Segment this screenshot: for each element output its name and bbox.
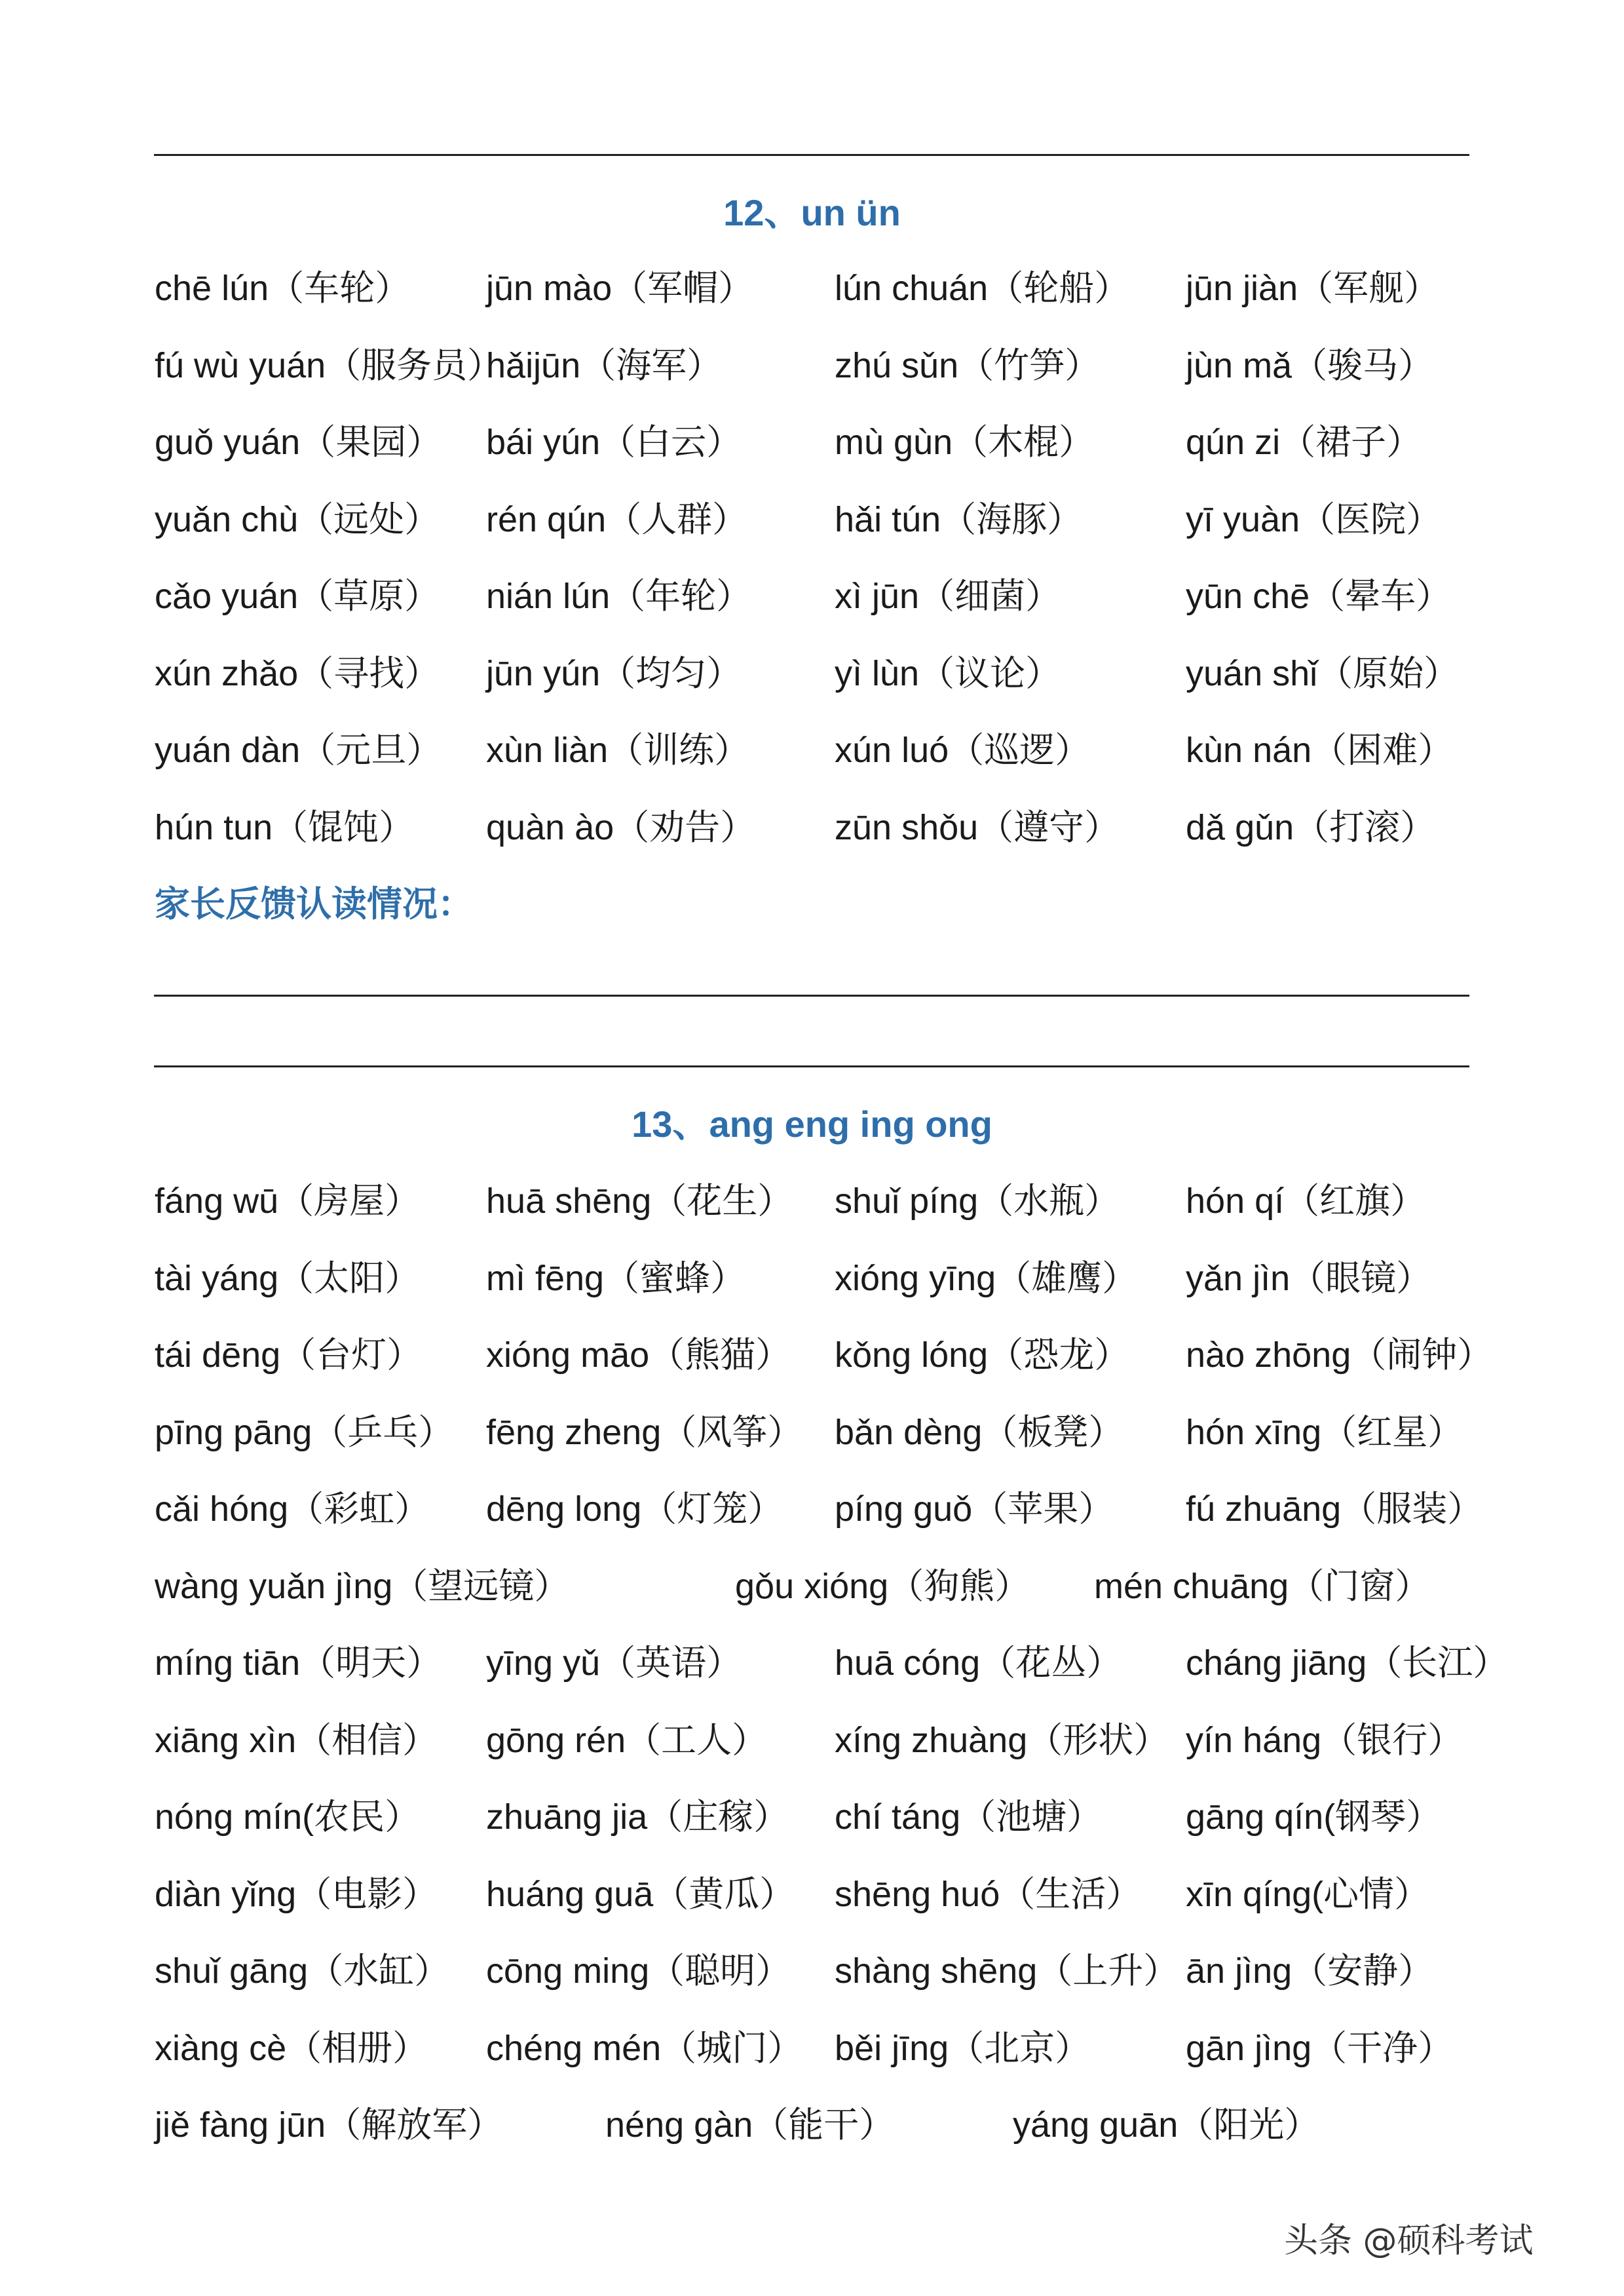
- pinyin-word: míng tiān（明天）: [155, 1643, 442, 1683]
- pinyin-word: fáng wū（房屋）: [155, 1181, 421, 1221]
- word-row: [155, 724, 1471, 776]
- parent-feedback-label: 家长反馈认读情况：: [155, 883, 473, 925]
- pinyin-word: nào zhōng（闹钟）: [1186, 1335, 1493, 1375]
- pinyin-word: jiě fàng jūn（解放军）: [155, 2105, 503, 2145]
- pinyin-word: jùn mǎ（骏马）: [1186, 345, 1434, 385]
- pinyin-word: gōng rén（工人）: [486, 1720, 768, 1760]
- pinyin-word: hǎi tún（海豚）: [835, 499, 1083, 539]
- pinyin-word: quàn ào（劝告）: [486, 807, 756, 847]
- pinyin-word: zhuāng jia（庄稼）: [486, 1797, 789, 1837]
- pinyin-word: tài yáng（太阳）: [155, 1258, 421, 1298]
- pinyin-word: xì jūn（细菌）: [835, 577, 1061, 616]
- word-row: [155, 1252, 1471, 1305]
- word-row: [155, 1945, 1471, 1997]
- pinyin-word: chē lún（车轮）: [155, 269, 411, 308]
- pinyin-word: néng gàn（能干）: [605, 2105, 895, 2145]
- pinyin-word: dǎ gǔn（打滚）: [1186, 807, 1436, 847]
- pinyin-word: shàng shēng（上升）: [835, 1951, 1179, 1991]
- word-row: [155, 339, 1471, 392]
- pinyin-word: gāng qín(钢琴）: [1186, 1797, 1442, 1837]
- pinyin-word: xiāng xìn（相信）: [155, 1720, 438, 1760]
- pinyin-word: jūn jiàn（军舰）: [1186, 269, 1440, 308]
- word-row: [155, 1406, 1471, 1459]
- pinyin-word: nóng mín(农民）: [155, 1797, 421, 1837]
- pinyin-word: huā cóng（花丛）: [835, 1643, 1122, 1683]
- pinyin-word: yì lùn（议论）: [835, 653, 1061, 693]
- pinyin-word: shuǐ gāng（水缸）: [155, 1951, 450, 1991]
- word-row: [155, 1868, 1471, 1921]
- pinyin-word: yuán shǐ（原始）: [1186, 653, 1460, 693]
- pinyin-word: běi jīng（北京）: [835, 2028, 1091, 2068]
- pinyin-word: chí táng（池塘）: [835, 1797, 1103, 1837]
- word-row: [155, 262, 1471, 315]
- pinyin-word: kǒng lóng（恐龙）: [835, 1335, 1130, 1375]
- pinyin-word: hón qí（红旗）: [1186, 1181, 1426, 1221]
- word-row: [155, 647, 1471, 700]
- pinyin-word: cháng jiāng（长江）: [1186, 1643, 1509, 1683]
- section-13-title: 13、ang eng ing ong: [632, 1103, 992, 1145]
- pinyin-word: fú wù yuán（服务员）: [155, 345, 503, 385]
- pinyin-word: zūn shǒu（遵守）: [835, 807, 1120, 847]
- pinyin-word: yuán dàn（元旦）: [155, 731, 442, 770]
- pinyin-word: fú zhuāng（服装）: [1186, 1489, 1483, 1529]
- word-row: [155, 2022, 1471, 2075]
- section-12-title: 12、un ün: [723, 192, 901, 233]
- pinyin-word: yǎn jìn（眼镜）: [1186, 1258, 1432, 1298]
- pinyin-word: cōng ming（聪明）: [486, 1951, 791, 1991]
- pinyin-word: yīng yǔ（英语）: [486, 1643, 742, 1683]
- watermark: 头条 @硕科考试: [1284, 2221, 1534, 2261]
- word-row: [155, 1637, 1509, 1689]
- pinyin-word: wàng yuǎn jìng（望远镜）: [155, 1566, 570, 1606]
- pinyin-word: xióng māo（熊猫）: [486, 1335, 791, 1375]
- pinyin-word: yī yuàn（医院）: [1186, 499, 1442, 539]
- top-divider: [154, 154, 1469, 156]
- pinyin-word: jūn mào（军帽）: [486, 269, 754, 308]
- pinyin-word: ān jìng（安静）: [1186, 1951, 1434, 1991]
- word-row: [155, 416, 1471, 469]
- pinyin-word: fēng zheng（风筝）: [486, 1412, 803, 1452]
- pinyin-word: mù gùn（木棍）: [835, 423, 1095, 462]
- pinyin-word: hón xīng（红星）: [1186, 1412, 1463, 1452]
- pinyin-word: yáng guān（阳光）: [1013, 2105, 1320, 2145]
- pinyin-word: bǎn dèng（板凳）: [835, 1412, 1124, 1452]
- word-row: [155, 493, 1471, 546]
- pinyin-word: shuǐ píng（水瓶）: [835, 1181, 1120, 1221]
- pinyin-word: mén chuāng（门窗）: [1094, 1566, 1431, 1606]
- pinyin-word: rén qún（人群）: [486, 499, 748, 539]
- pinyin-word: xíng zhuàng（形状）: [835, 1720, 1169, 1760]
- word-row: [155, 1791, 1471, 1843]
- pinyin-word: cǎi hóng（彩虹）: [155, 1489, 430, 1529]
- pinyin-word: gān jìng（干净）: [1186, 2028, 1454, 2068]
- pinyin-word: xiàng cè（相册）: [155, 2028, 428, 2068]
- word-row: [155, 1175, 1471, 1227]
- pinyin-word: guǒ yuán（果园）: [155, 423, 442, 462]
- pinyin-word: xún zhǎo（寻找）: [155, 653, 440, 693]
- pinyin-word: jūn yún（均匀）: [486, 653, 742, 693]
- pinyin-word: diàn yǐng（电影）: [155, 1874, 438, 1914]
- pinyin-word: shēng huó（生活）: [835, 1874, 1142, 1914]
- pinyin-word: pīng pāng（乒乓）: [155, 1412, 454, 1452]
- word-row: [155, 1714, 1471, 1767]
- pinyin-word: dēng long（灯笼）: [486, 1489, 784, 1529]
- pinyin-word: tái dēng（台灯）: [155, 1335, 423, 1375]
- pinyin-word: kùn nán（困难）: [1186, 731, 1454, 770]
- pinyin-word: xīn qíng(心情）: [1186, 1874, 1430, 1914]
- word-row: [155, 570, 1471, 622]
- pinyin-word: hǎijūn（海军）: [486, 345, 723, 385]
- word-row: [155, 1329, 1493, 1381]
- pinyin-word: gǒu xióng（狗熊）: [735, 1566, 1030, 1606]
- pinyin-word: mì fēng（蜜蜂）: [486, 1258, 746, 1298]
- pinyin-word: xún luó（巡逻）: [835, 731, 1091, 770]
- pinyin-word: zhú sǔn（竹笋）: [835, 345, 1101, 385]
- pinyin-word: xùn liàn（训练）: [486, 731, 750, 770]
- word-row: [155, 2099, 1471, 2151]
- word-row: [155, 801, 1471, 854]
- pinyin-word: chéng mén（城门）: [486, 2028, 803, 2068]
- pinyin-word: nián lún（年轮）: [486, 577, 752, 616]
- pinyin-word: yín háng（银行）: [1186, 1720, 1463, 1760]
- pinyin-word: xióng yīng（雄鹰）: [835, 1258, 1138, 1298]
- pinyin-word: huā shēng（花生）: [486, 1181, 793, 1221]
- pinyin-word: huáng guā（黄瓜）: [486, 1874, 795, 1914]
- pinyin-word: qún zi（裙子）: [1186, 423, 1422, 462]
- pinyin-word: píng guǒ（苹果）: [835, 1489, 1114, 1529]
- section-13-divider: [154, 1065, 1469, 1067]
- pinyin-word: hún tun（馄饨）: [155, 807, 415, 847]
- pinyin-word: yūn chē（晕车）: [1186, 577, 1452, 616]
- pinyin-word: yuǎn chù（远处）: [155, 499, 440, 539]
- word-row: [155, 1560, 1471, 1613]
- pinyin-word: lún chuán（轮船）: [835, 269, 1130, 308]
- pinyin-word: bái yún（白云）: [486, 423, 742, 462]
- word-row: [155, 1483, 1483, 1535]
- feedback-line: [154, 995, 1469, 997]
- pinyin-word: cǎo yuán（草原）: [155, 577, 440, 616]
